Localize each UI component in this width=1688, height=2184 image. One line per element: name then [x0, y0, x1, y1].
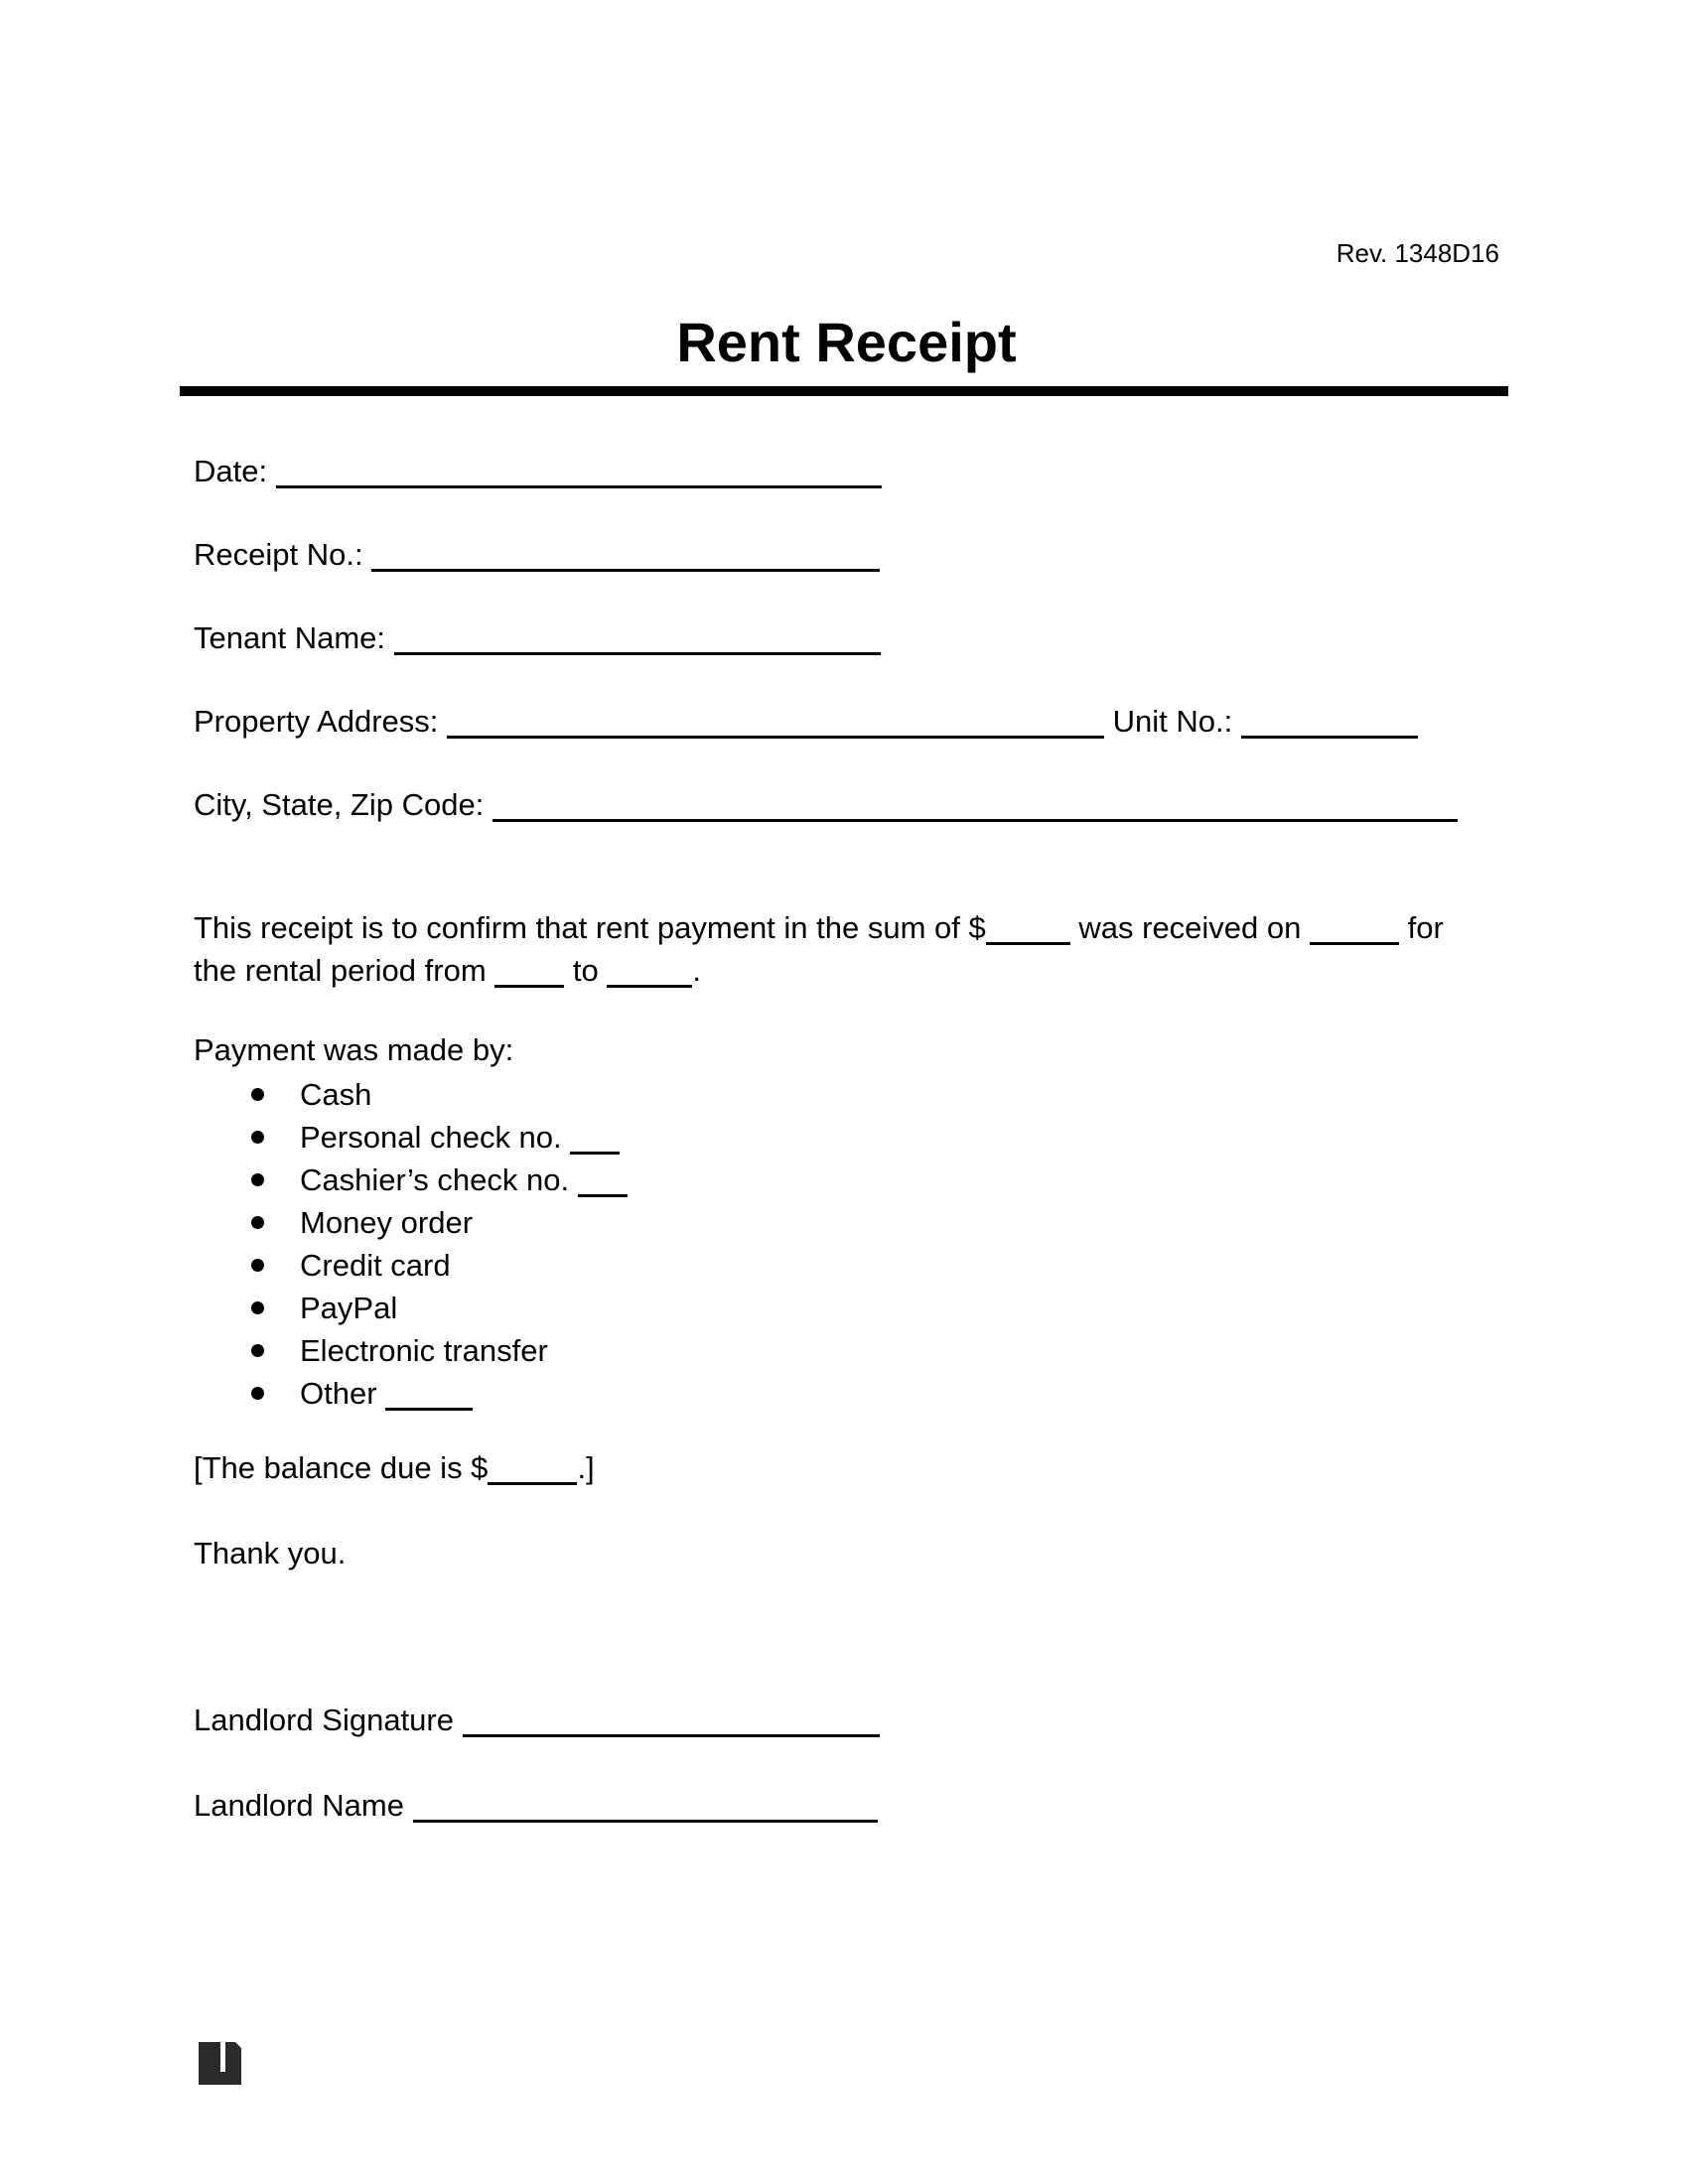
landlord-name-label: Landlord Name [194, 1788, 404, 1823]
legal-templates-logo-icon [199, 2042, 241, 2085]
payment-method-item-personal-check [194, 1116, 1499, 1159]
payment-method-item-money-order [194, 1201, 1499, 1244]
payment-method-item-credit-card [194, 1244, 1499, 1287]
received-on-blank-line [1310, 942, 1399, 945]
sum-blank-line [986, 942, 1070, 945]
payment-method-label: Electronic transfer [300, 1333, 548, 1368]
payment-method-label: Money order [300, 1205, 474, 1240]
bullet-icon [251, 1344, 264, 1357]
other-blank-line [385, 1408, 473, 1411]
bullet-icon [251, 1301, 264, 1314]
bullet-icon [251, 1173, 264, 1186]
bullet-icon [251, 1259, 264, 1272]
payment-method-label: Cash [300, 1077, 372, 1112]
city-state-zip-blank-line [492, 819, 1458, 822]
page-title: Rent Receipt [676, 311, 1017, 373]
payment-method-list [194, 1073, 1499, 1415]
personal-check-no-blank-line [570, 1152, 620, 1155]
payment-method-label: Other [300, 1376, 377, 1411]
date-field-row [194, 456, 1499, 488]
balance-text-after: .] [577, 1450, 595, 1485]
landlord-signature-label: Landlord Signature [194, 1703, 454, 1737]
receipt-no-field-row [194, 539, 1499, 572]
date-label: Date: [194, 454, 268, 488]
city-state-zip-label: City, State, Zip Code: [194, 787, 485, 822]
payment-method-heading: Payment was made by: [194, 1032, 514, 1067]
property-address-blank-line [447, 736, 1104, 739]
confirmation-text-before-sum: This receipt is to confirm that rent payment in the sum of $ [194, 910, 986, 945]
confirmation-paragraph [194, 906, 1499, 992]
payment-method-item-cashiers-check [194, 1159, 1499, 1201]
receipt-no-label: Receipt No.: [194, 537, 363, 572]
payment-method-item-cash [194, 1073, 1499, 1116]
unit-no-label: Unit No.: [1112, 704, 1233, 739]
landlord-signature-row [194, 1704, 1499, 1737]
property-address-field-row [194, 706, 1499, 739]
bullet-icon [251, 1387, 264, 1400]
payment-method-label: Cashier’s check no. [300, 1162, 570, 1197]
to-blank-line [607, 985, 692, 988]
payment-method-label: Personal check no. [300, 1120, 562, 1155]
payment-method-label: PayPal [300, 1291, 398, 1325]
payment-method-item-other [194, 1372, 1499, 1415]
from-blank-line [494, 985, 564, 988]
unit-no-blank-line [1241, 736, 1418, 739]
receipt-no-blank-line [371, 569, 880, 572]
title-divider [180, 386, 1508, 396]
cashiers-check-no-blank-line [578, 1194, 628, 1197]
landlord-signature-blank-line [463, 1734, 880, 1737]
balance-due-line [194, 1452, 1499, 1485]
landlord-name-blank-line [413, 1820, 878, 1823]
bullet-icon [251, 1131, 264, 1144]
confirmation-text-line2: the rental period from [194, 953, 487, 988]
tenant-name-blank-line [394, 652, 881, 655]
city-state-zip-field-row [194, 789, 1499, 822]
payment-method-item-electronic-transfer [194, 1329, 1499, 1372]
payment-method-label: Credit card [300, 1248, 451, 1283]
confirmation-text-to: to [572, 953, 599, 988]
bullet-icon [251, 1088, 264, 1101]
date-blank-line [276, 485, 882, 488]
confirmation-text-period: . [692, 953, 702, 988]
confirmation-text-for: for [1407, 910, 1444, 945]
balance-blank-line [488, 1482, 577, 1485]
property-address-label: Property Address: [194, 704, 439, 739]
tenant-name-field-row [194, 622, 1499, 655]
balance-text-before: [The balance due is $ [194, 1450, 489, 1485]
confirmation-text-after-sum: was received on [1078, 910, 1302, 945]
bullet-icon [251, 1216, 264, 1229]
landlord-name-row [194, 1789, 1499, 1823]
header-fields [194, 456, 1499, 822]
tenant-name-label: Tenant Name: [194, 620, 385, 655]
payment-method-item-paypal [194, 1287, 1499, 1329]
thank-you-text: Thank you. [194, 1536, 347, 1570]
revision-label: Rev. 1348D16 [1336, 238, 1499, 268]
